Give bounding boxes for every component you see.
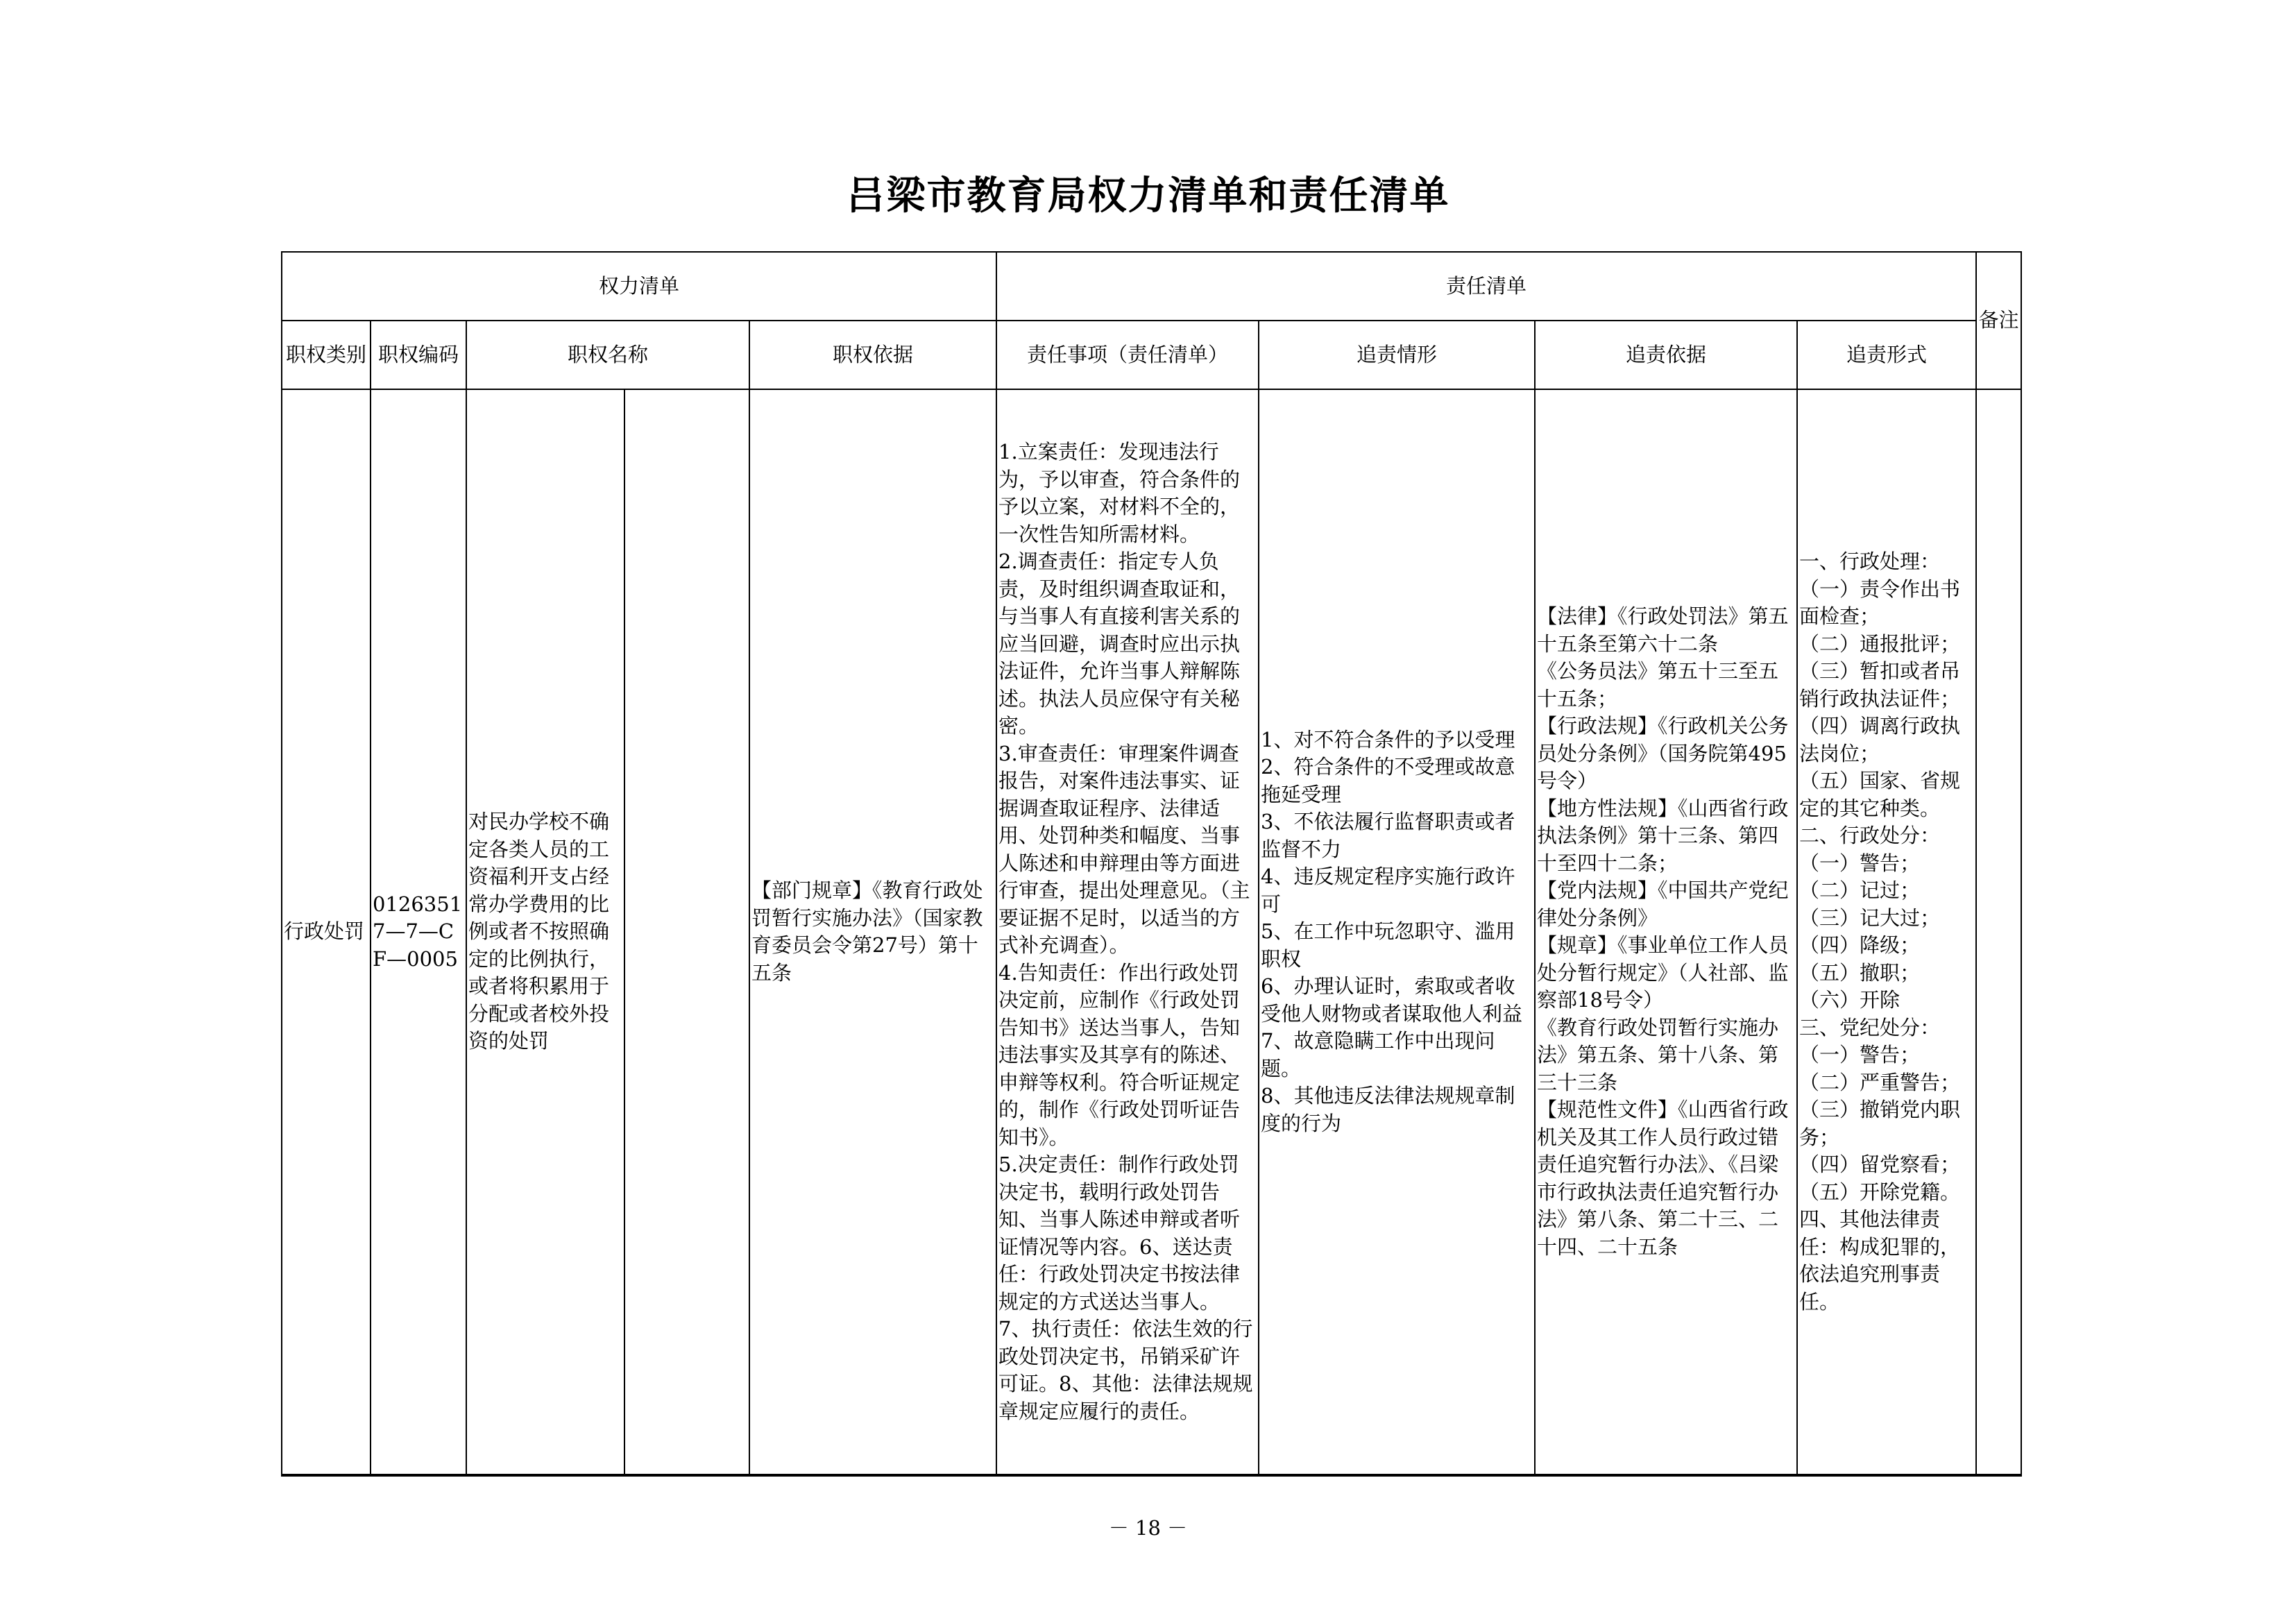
remarks-header: 备注 xyxy=(1976,252,2021,389)
power-code-header: 职权编码 xyxy=(371,321,466,389)
power-list-header: 权力清单 xyxy=(282,252,996,321)
power-code-cell: 01263517—7—CF—0005 xyxy=(371,389,466,1475)
power-responsibility-table xyxy=(281,251,2022,1477)
accountability-forms-header: 追责形式 xyxy=(1797,321,1976,389)
responsibility-items-cell: 1.立案责任：发现违法行为，予以审查，符合条件的予以立案，对材料不全的，一次性告知所需材料。 2.调查责任：指定专人负责，及时组织调查取证和，与当事人有直接利害关系的应当回避，调查时应出示执法证件，允许当事人辩解陈述。执法人员应保守有关秘密。 3.审查责任：审理案件调查报告，对案件违法事实、证据调查取证程序、法律适用、处罚种类和幅度、当事人陈述和申辩理由等方面进行审查，提出处理意见。（主要证据不足时，以适当的方式补充调查）。 4.告知责任：作出行政处罚决定前，应制作《行政处罚告知书》送达当事人，告知违法事实及其享有的陈述、申辩等权利。符合听证规定的，制作《行政处罚听证告知书》。 5.决定责任：制作行政处罚决定书，载明行政处罚告知、当事人陈述申辩或者听证情况等内容。6、送达责任：行政处罚决定书按法律规定的方式送达当事人。 7、执行责任：依法生效的行政处罚决定书，吊销采矿许可证。8、其他：法律法规规章规定应履行的责任。 xyxy=(996,389,1259,1475)
responsibility-items-header: 责任事项（责任清单） xyxy=(996,321,1259,389)
page-number: － 18 － xyxy=(1108,1516,1188,1540)
accountability-basis-cell: 【法律】《行政处罚法》第五十五条至第六十二条 《公务员法》第五十三至五十五条； 【行政法规】《行政机关公务员处分条例》（国务院第495号令） 【地方性法规】《山西省行政执法条例》第十三条、第四十至四十二条； 【党内法规】《中国共产党纪律处分条例》 【规章】《事业单位工作人员处分暂行规定》（人社部、监察部18号令） 《教育行政处罚暂行实施办法》第五条、第十八条、第三十三条 【规范性文件】《山西省行政机关及其工作人员行政过错责任追究暂行办法》、《吕梁市行政执法责任追究暂行办法》第八条、第二十三、二十四、二十五条 xyxy=(1535,389,1797,1475)
accountability-cases-header: 追责情形 xyxy=(1259,321,1535,389)
power-category-header: 职权类别 xyxy=(282,321,371,389)
table-row xyxy=(282,389,2021,1475)
power-basis-cell: 【部门规章】《教育行政处罚暂行实施办法》（国家教育委员会令第27号）第十五条 xyxy=(749,389,996,1475)
accountability-basis-header: 追责依据 xyxy=(1535,321,1797,389)
power-basis-header: 职权依据 xyxy=(749,321,996,389)
accountability-cases-cell: 1、对不符合条件的予以受理 2、符合条件的不受理或故意拖延受理 3、不依法履行监督职责或者监督不力 4、违反规定程序实施行政许可 5、在工作中玩忽职守、滥用职权 6、办理认证时，索取或者收受他人财物或者谋取他人利益 7、故意隐瞒工作中出现问题。 8、其他违反法律法规规章制度的行为 xyxy=(1259,389,1535,1475)
power-name-cell: 对民办学校不确定各类人员的工资福利开支占经常办学费用的比例或者不按照确定的比例执行，或者将积累用于分配或者校外投资的处罚 xyxy=(466,389,624,1475)
responsibility-list-header: 责任清单 xyxy=(996,252,1976,321)
power-category-cell: 行政处罚 xyxy=(282,389,371,1475)
accountability-forms-cell: 一、行政处理： （一）责令作出书面检查； （二）通报批评； （三）暂扣或者吊销行政执法证件； （四）调离行政执法岗位； （五）国家、省规定的其它种类。 二、行政处分： （一）警告； （二）记过； （三）记大过； （四）降级； （五）撤职； （六）开除 三、党纪处分： （一）警告； （二）严重警告； （三）撤销党内职务； （四）留党察看； （五）开除党籍。 四、其他法律责任：构成犯罪的，依法追究刑事责任。 xyxy=(1797,389,1976,1475)
page-title: 吕梁市教育局权力清单和责任清单 xyxy=(846,173,1450,219)
power-name-subcell xyxy=(624,389,749,1475)
power-name-header: 职权名称 xyxy=(466,321,749,389)
remarks-cell xyxy=(1976,389,2021,1475)
